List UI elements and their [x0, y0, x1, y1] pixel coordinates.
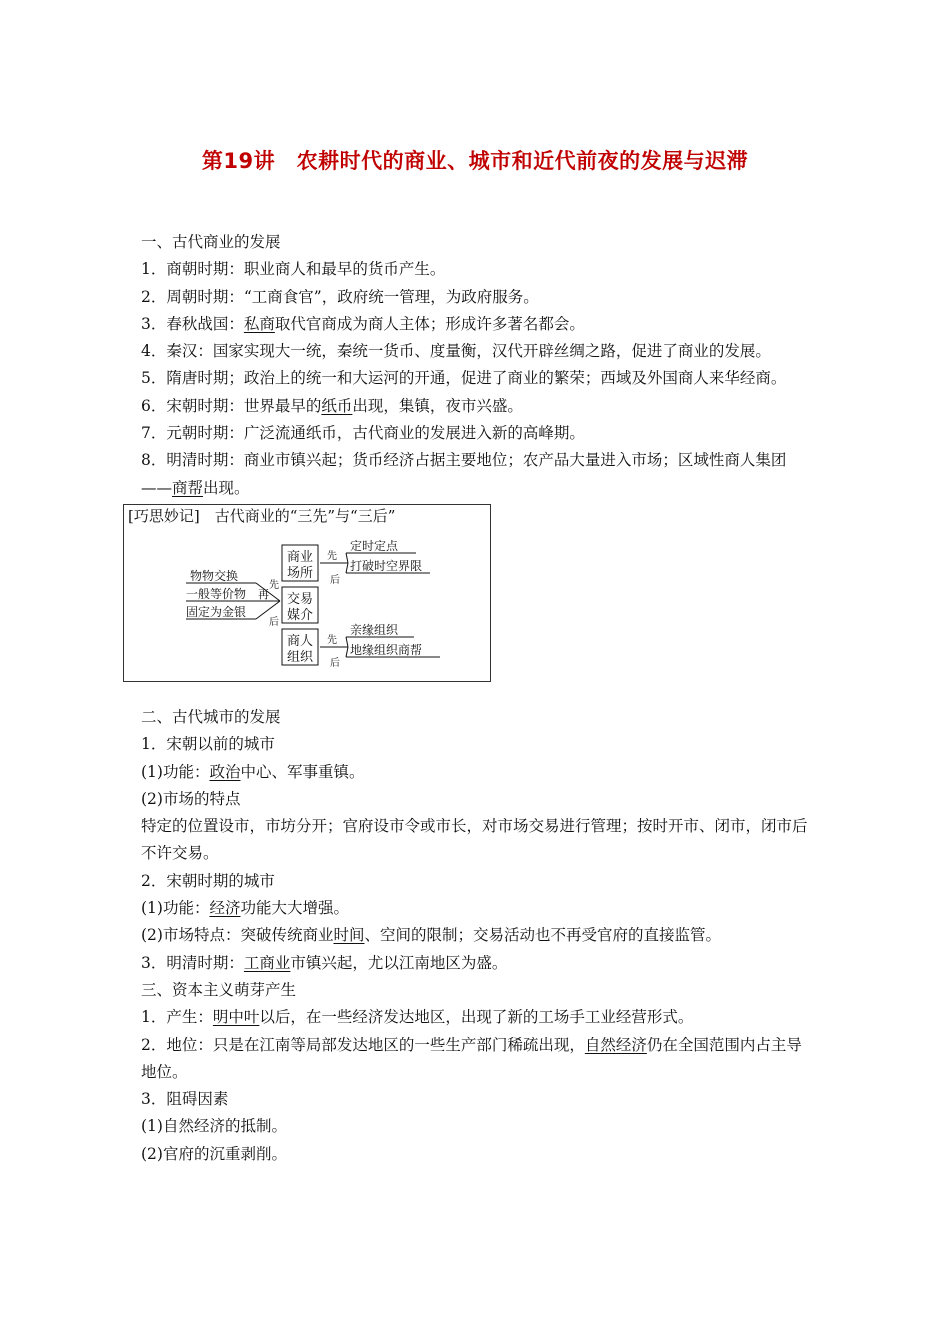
- list-item: 2．周朝时期：“工商食官”，政府统一管理，为政府服务。: [141, 287, 539, 306]
- hou-mark: 后: [269, 616, 279, 628]
- page-title: 第19讲 农耕时代的商业、城市和近代前夜的发展与迟滞: [201, 149, 749, 173]
- xian-mark: 先: [327, 550, 337, 562]
- right-label: 定时定点: [350, 538, 399, 553]
- left-label: 固定为金银: [186, 604, 247, 619]
- center-label-2-top: 交易: [286, 591, 314, 607]
- center-label-3-top: 商人: [286, 633, 314, 649]
- right-label: 地缘组织商帮: [350, 642, 423, 657]
- left-label: 一般等价物: [186, 586, 247, 601]
- list-item: 4．秦汉：国家实现大一统，秦统一货币、度量衡，汉代开辟丝绸之路，促进了商业的发展。: [141, 342, 771, 361]
- section-heading: 一、古代商业的发展: [141, 233, 281, 251]
- section-heading: 二、古代城市的发展: [141, 707, 281, 726]
- keyword: 私商: [243, 314, 275, 333]
- hou-mark: 后: [330, 657, 340, 669]
- list-item: 5．隋唐时期；政治上的统一和大运河的开通，促进了商业的繁荣；西域及外国商人来华经商。: [141, 369, 787, 388]
- keyword: 工商业: [243, 953, 291, 972]
- document-body: [128, 229, 813, 1168]
- memory-tip-box: [123, 504, 491, 682]
- three-first-three-later-diagram: [124, 505, 492, 683]
- keyword: 自然经济: [584, 1035, 647, 1054]
- right-label: 打破时空界限: [350, 558, 423, 573]
- section-heading: 三、资本主义萌芽产生: [141, 980, 297, 999]
- list-item: 1．商朝时期：职业商人和最早的货币产生。: [141, 260, 446, 279]
- keyword: 经济: [209, 899, 241, 918]
- list-item: 6．宋朝时期：世界最早的纸币出现，集镇，夜市兴盛。: [141, 396, 523, 415]
- keyword: 纸币: [321, 396, 353, 415]
- hou-mark: 后: [330, 574, 340, 586]
- sub-heading: 2．宋朝时期的城市: [141, 871, 275, 890]
- list-item: 8．明清时期：商业市镇兴起；货币经济占据主要地位；农产品大量进入市场；区域性商人集团——商帮出现。: [141, 451, 787, 497]
- keyword: 时间: [333, 926, 365, 945]
- list-item: (1)自然经济的抵制。: [141, 1117, 287, 1136]
- keyword: 明中叶: [212, 1008, 260, 1027]
- center-label-1-top: 商业: [286, 549, 314, 565]
- sub-heading: (2)市场的特点: [141, 789, 241, 808]
- list-item: (1)功能：经济功能大大增强。: [141, 899, 349, 918]
- list-item: 2．地位：只是在江南等局部发达地区的一些生产部门稀疏出现，自然经济仍在全国范围内占主导地位。: [141, 1035, 802, 1081]
- paragraph: 特定的位置设市，市坊分开；官府设市令或市长，对市场交易进行管理；按时开市、闭市，闭市后不许交易。: [141, 817, 808, 863]
- center-label-3-bottom: 组织: [286, 649, 314, 665]
- sub-heading: 3．阻碍因素: [141, 1090, 229, 1109]
- center-label-1-bottom: 场所: [286, 565, 314, 581]
- center-label-2-bottom: 媒介: [286, 607, 314, 623]
- list-item: 3．明清时期：工商业市镇兴起，尤以江南地区为盛。: [141, 953, 508, 972]
- list-item: (2)市场特点：突破传统商业时间、空间的限制；交易活动也不再受官府的直接监管。: [141, 926, 721, 945]
- left-label-mark: 再: [258, 587, 269, 601]
- xian-mark: 先: [269, 579, 279, 591]
- list-item: 3．春秋战国：私商取代官商成为商人主体；形成许多著名都会。: [141, 314, 585, 333]
- sub-heading: 1．宋朝以前的城市: [141, 735, 275, 754]
- list-item: (1)功能：政治中心、军事重镇。: [141, 762, 365, 781]
- tip-title: [巧思妙记] 古代商业的“三先”与“三后”: [128, 506, 396, 525]
- keyword: 商帮: [172, 478, 204, 497]
- list-item: 1．产生：明中叶以后，在一些经济发达地区，出现了新的工场手工业经营形式。: [141, 1008, 694, 1027]
- list-item: 7．元朝时期：广泛流通纸币，古代商业的发展进入新的高峰期。: [141, 424, 585, 443]
- left-label: 物物交换: [190, 568, 239, 583]
- right-label: 亲缘组织: [350, 622, 399, 637]
- keyword: 政治: [209, 762, 241, 781]
- list-item: (2)官府的沉重剥削。: [141, 1144, 287, 1163]
- xian-mark: 先: [327, 634, 337, 646]
